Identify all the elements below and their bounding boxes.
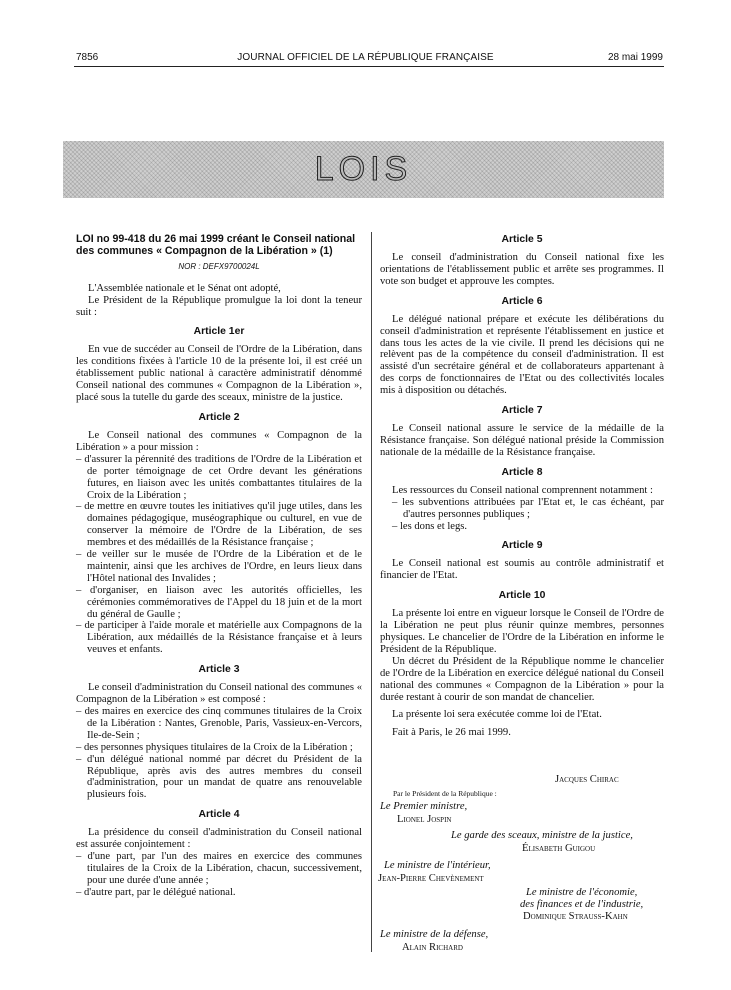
pm-signature: Lionel Jospin (397, 814, 452, 825)
economie-signature: Dominique Strauss-Kahn (523, 911, 628, 922)
article-heading: Article 10 (498, 590, 546, 602)
interieur-title: Le ministre de l'intérieur, (384, 860, 491, 871)
issue-date: 28 mai 1999 (607, 52, 663, 63)
signing-place-date: Fait à Paris, le 26 mai 1999. (392, 727, 511, 739)
list-item: – d'organiser, en liaison avec les autorités officielles, les cérémonies commémoratives de l'Appel du 18 juin et de la mort du général de Gaulle ; (76, 585, 362, 621)
article-text: Le Conseil national des communes « Compagnon de la Libération » a pour mission : (76, 429, 362, 453)
justice-title: Le garde des sceaux, ministre de la justice, (451, 830, 633, 841)
list-item: – de participer à l'aide morale et matérielle aux Compagnons de la Libération, aux médaillés de la Résistance française et à leurs veuves et enfants. (76, 620, 362, 656)
list-item: – les subventions attribuées par l'Etat et, le cas échéant, par d'autres personnes publiques ; (392, 497, 664, 521)
article-text: Le conseil d'administration du Conseil national fixe les orientations de l'établissement public et arrête ses programmes. Il vote son budget et approuve les comptes. (380, 252, 664, 287)
list-item: – d'une part, par l'un des maires en exercice des communes titulaires de la Croix de la Libération, chacun, successivement, pour une durée d'une année ; (76, 851, 362, 887)
article-list (380, 497, 664, 533)
list-item: – d'assurer la pérennité des traditions de l'Ordre de la Libération et de porter témoignage de cet Ordre devant les générations futures, en liaison avec les unités combattantes titulaires de la Croix de la Libération ; (76, 454, 362, 502)
article-heading: Article 9 (501, 540, 543, 552)
article-heading: Article 5 (501, 234, 543, 245)
article-heading: Article 2 (198, 411, 240, 423)
article-heading: Article 6 (501, 295, 543, 307)
article-heading: Article 1er (193, 326, 245, 338)
article-text: La présidence du conseil d'administration du Conseil national est assurée conjointement : (76, 827, 362, 851)
list-item: – de veiller sur le musée de l'Ordre de la Libération et de le maintenir, ainsi que les archives de l'Ordre, en leurs lieux dans l'Hôtel national des Invalides ; (76, 549, 362, 585)
article-text: Le conseil d'administration du Conseil national des communes « Compagnon de la Libération » est composé : (76, 682, 362, 706)
article-text: La présente loi entre en vigueur lorsque le Conseil de l'Ordre de la Libération ne peut plus réunir quinze membres, personnes physiques. Le chancelier de l'Ordre de la Libération en informe le Président de la République. (380, 608, 664, 655)
article-text: Le délégué national prépare et exécute les délibérations du conseil d'administration et représente l'établissement en justice et dans tous les actes de la vie civile. Il prend les décisions qui ne relèvent pas de la compétence du conseil d'administration. Il est assisté d'un secrétaire général et de collaborateurs appartenant à des corps de fonctionnaires de l'Etat ou des collectivités locales mis à disposition ou détachés. (380, 313, 664, 397)
justice-signature: Élisabeth Guigou (522, 843, 596, 854)
article-text: La présente loi sera exécutée comme loi de l'Etat. (392, 709, 602, 721)
journal-title: JOURNAL OFFICIEL DE LA RÉPUBLIQUE FRANÇAISE (237, 52, 494, 63)
article-text: Les ressources du Conseil national comprennent notamment : (392, 484, 653, 496)
list-item: – de mettre en œuvre toutes les initiatives qu'il juge utiles, dans les domaines pédagogique, muséographique ou culturel, en vue de conserver la mémoire de l'Ordre de la Libération, de ses membres et des médaillés de la Résistance française ; (76, 501, 362, 549)
economie-title: des finances et de l'industrie, (520, 899, 644, 910)
intro-paragraph: Le Président de la République promulgue la loi dont la teneur suit : (76, 294, 362, 318)
article-text: Le Conseil national est soumis au contrôle administratif et financier de l'Etat. (380, 558, 664, 582)
right-column (380, 234, 664, 739)
section-banner (63, 141, 664, 198)
article-heading: Article 7 (501, 405, 543, 417)
intro-paragraph: L'Assemblée nationale et le Sénat ont adopté, (88, 282, 281, 294)
article-text: Le Conseil national assure le service de la médaille de la Résistance française. Son délégué national préside la Commission nationale de la médaille de la Résistance française. (380, 423, 664, 458)
economie-title: Le ministre de l'économie, (526, 887, 638, 898)
list-item: – les dons et legs. (392, 521, 664, 533)
pm-title: Le Premier ministre, (380, 801, 468, 812)
nor-reference: NOR : DEFX9700024L (178, 261, 260, 271)
section-title: LOIS (314, 150, 413, 188)
interieur-signature: Jean-Pierre Chevènement (378, 873, 484, 884)
left-column (76, 234, 362, 899)
header-rule (74, 66, 664, 67)
article-list (76, 851, 362, 899)
article-text: Un décret du Président de la République nomme le chancelier de l'Ordre de la Libération en exercice délégué national du Conseil national des communes « Compagnon de la Libération » pour la durée restant à courir de son mandat de chancelier. (380, 655, 664, 703)
list-item: – des personnes physiques titulaires de la Croix de la Libération ; (76, 742, 362, 754)
article-heading: Article 8 (501, 466, 543, 478)
defense-title: Le ministre de la défense, (380, 929, 489, 940)
president-mention: Par le Président de la République : (393, 789, 497, 798)
page-number: 7856 (76, 52, 99, 63)
article-heading: Article 4 (198, 809, 240, 821)
list-item: – d'autre part, par le délégué national. (76, 887, 362, 899)
law-title: LOI no 99-418 du 26 mai 1999 créant le Conseil national des communes « Compagnon de la Libération » (1) (76, 233, 356, 257)
article-heading: Article 3 (198, 664, 240, 676)
column-divider (371, 232, 372, 952)
article-list (76, 706, 362, 801)
article-list (76, 454, 362, 656)
list-item: – des maires en exercice des cinq communes titulaires de la Croix de la Libération : Nantes, Grenoble, Paris, Vassieux-en-Vercors, Ile-de-Sein ; (76, 706, 362, 742)
article-text: En vue de succéder au Conseil de l'Ordre de la Libération, dans les conditions fixées à l'article 10 de la présente loi, il est créé un établissement public national à caractère administratif dénommé Conseil national des communes « Compagnon de la Libération », placé sous la tutelle du garde des sceaux, ministre de la justice. (76, 344, 362, 404)
list-item: – d'un délégué national nommé par décret du Président de la République, après avis des autres membres du conseil d'administration, pour un mandat de quatre ans renouvelable plusieurs fois. (76, 754, 362, 802)
defense-signature: Alain Richard (402, 942, 463, 953)
page-header (0, 52, 731, 66)
president-signature: Jacques Chirac (555, 774, 619, 785)
